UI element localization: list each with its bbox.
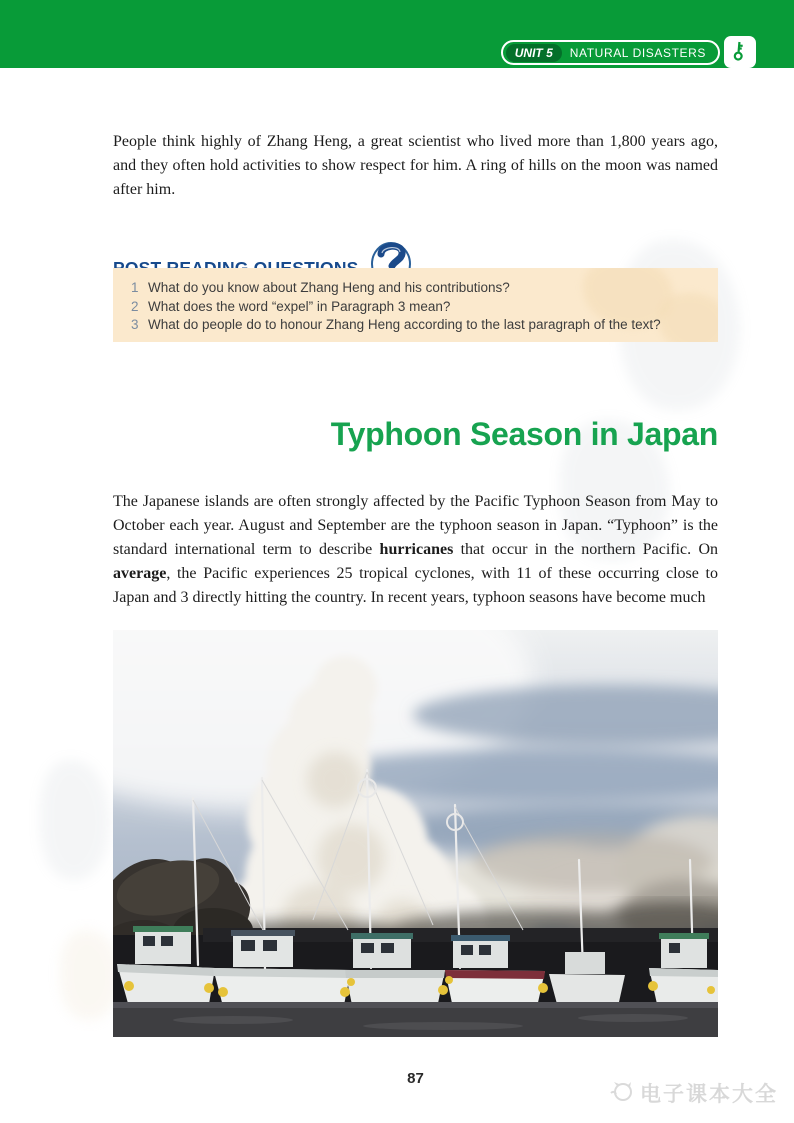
question-number: 1 bbox=[131, 280, 139, 295]
intro-paragraph: People think highly of Zhang Heng, a great scientist who lived more than 1,800 years ago, and they often hold activities to show respect for him. A ring of hills on the moon was named after him. bbox=[113, 133, 718, 198]
question-item bbox=[131, 279, 718, 298]
paragraph-segment: The Japanese islands are often strongly affected by the Pacific Typhoon Season from May to October each year. August and September are the typhoon season in Japan. “Typhoon” is the standard international term to describe bbox=[113, 493, 718, 558]
question-item bbox=[131, 316, 718, 335]
question-item bbox=[131, 298, 718, 317]
question-text: What do you know about Zhang Heng and his contributions? bbox=[148, 280, 510, 295]
site-watermark bbox=[608, 1078, 778, 1108]
key-icon bbox=[724, 36, 756, 68]
post-reading-questions-box bbox=[113, 268, 718, 342]
paragraph-bold-term: average bbox=[113, 565, 167, 582]
unit-number-badge: UNIT 5 bbox=[506, 44, 562, 62]
site-logo-icon bbox=[608, 1079, 634, 1108]
paragraph-segment: that occur in the northern Pacific. On bbox=[453, 541, 718, 558]
article-title: Typhoon Season in Japan bbox=[330, 416, 718, 452]
question-text: What do people do to honour Zhang Heng according to the last paragraph of the text? bbox=[148, 317, 661, 332]
page-watermark-blob bbox=[40, 760, 110, 880]
question-number: 3 bbox=[131, 317, 139, 332]
unit-header-bar bbox=[0, 0, 794, 68]
unit-pill bbox=[501, 40, 720, 65]
paragraph-bold-term: hurricanes bbox=[379, 541, 454, 558]
article-paragraph bbox=[113, 490, 718, 610]
question-number: 2 bbox=[131, 298, 139, 314]
site-watermark-text: 电子课本大全 bbox=[640, 1083, 778, 1106]
page-number: 87 bbox=[407, 1070, 424, 1087]
unit-topic-label: NATURAL DISASTERS bbox=[569, 45, 706, 60]
typhoon-wave-photo bbox=[113, 630, 718, 1037]
question-text: What does the word “expel” in Paragraph 3 mean? bbox=[148, 298, 451, 314]
paragraph-segment: , the Pacific experiences 25 tropical cyclones, with 11 of these occurring close to Japan and 3 directly hitting the country. In recent years, typhoon seasons have become much bbox=[113, 565, 718, 606]
page-watermark-blob bbox=[60, 930, 120, 1020]
